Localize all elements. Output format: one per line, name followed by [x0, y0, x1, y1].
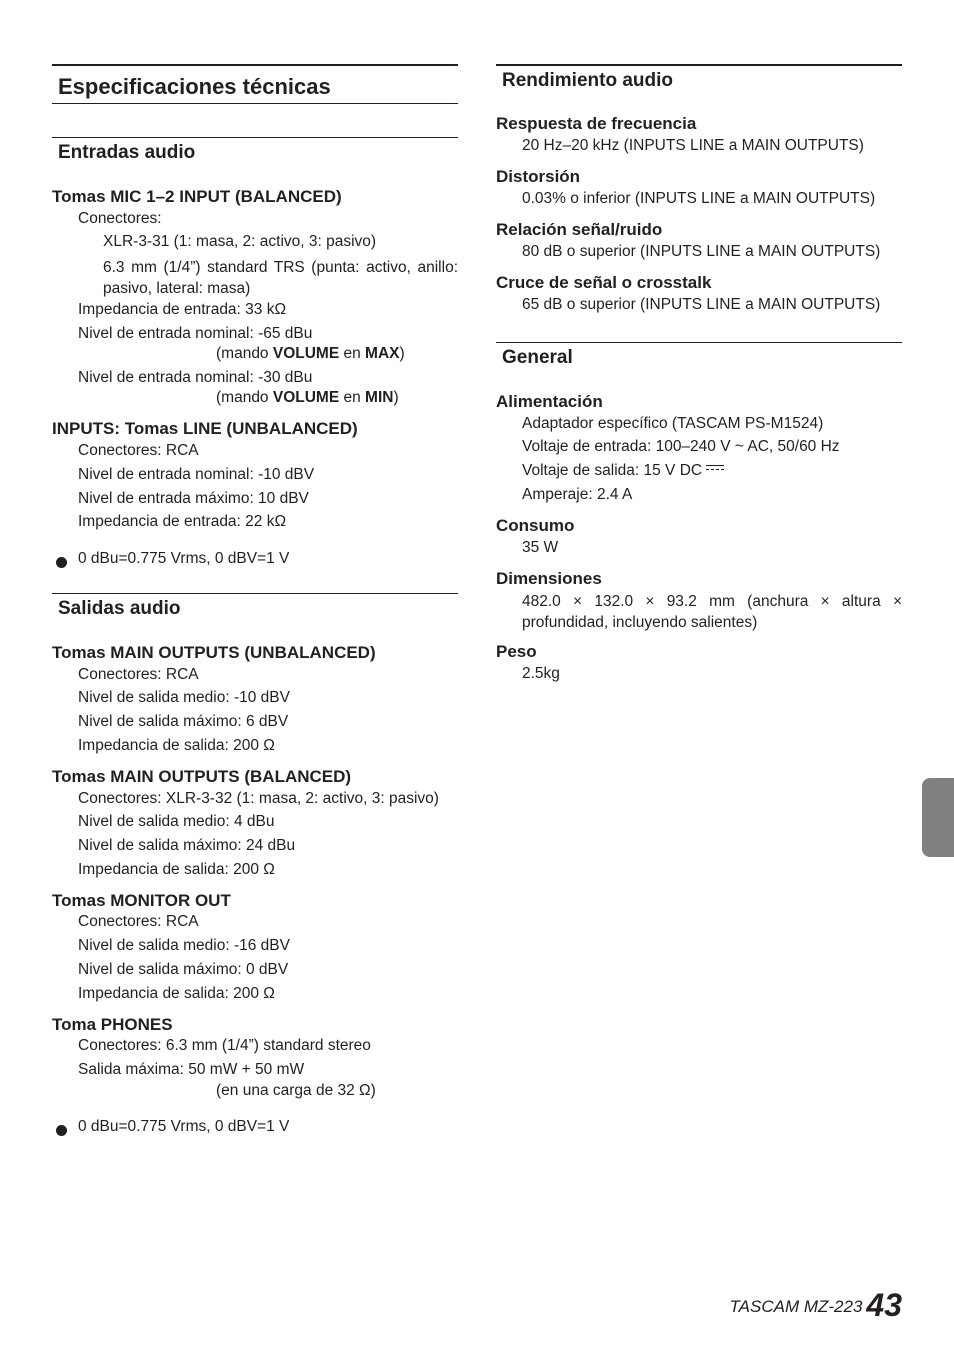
distortion-title: Distorsión	[496, 167, 581, 186]
spec-line: 0.03% o inferior (INPUTS LINE a MAIN OUTPUTS)	[522, 190, 876, 207]
mic-input-title: Tomas MIC 1–2 INPUT (BALANCED)	[52, 187, 342, 206]
spec-line: Nivel de entrada máximo: 10 dBV	[78, 490, 309, 507]
spec-line: Nivel de salida medio: 4 dBu	[78, 813, 275, 830]
unit-note: 0 dBu=0.775 Vrms, 0 dBV=1 V	[78, 1118, 290, 1135]
spec-line: Nivel de salida máximo: 24 dBu	[78, 837, 296, 854]
spec-line: Nivel de salida medio: -16 dBV	[78, 937, 290, 954]
spec-line: Conectores: RCA	[78, 666, 199, 683]
section-heading-performance: Rendimiento audio	[496, 64, 902, 66]
frequency-response-title: Respuesta de frecuencia	[496, 114, 697, 133]
bullet-icon	[56, 1125, 67, 1136]
spec-line: Amperaje: 2.4 A	[522, 486, 633, 503]
snr-title: Relación señal/ruido	[496, 220, 663, 239]
spec-line: Conectores: XLR-3-32 (1: masa, 2: activo, 3: pasivo)	[78, 790, 439, 807]
bullet-icon	[56, 557, 67, 568]
spec-line: Nivel de salida máximo: 0 dBV	[78, 961, 289, 978]
section-heading-outputs: Salidas audio	[52, 593, 458, 594]
spec-line: 80 dB o superior (INPUTS LINE a MAIN OUTPUTS)	[522, 243, 881, 260]
spec-note: (mando VOLUME en MIN)	[216, 389, 399, 406]
spec-line: Salida máxima: 50 mW + 50 mW	[78, 1061, 305, 1078]
spec-line: Impedancia de salida: 200 Ω	[78, 861, 275, 878]
consumption-title: Consumo	[496, 516, 575, 535]
phones-title: Toma PHONES	[52, 1015, 173, 1034]
spec-line: Impedancia de entrada: 33 kΩ	[78, 301, 287, 318]
spec-line: Conectores: 6.3 mm (1/4”) standard stereo	[78, 1037, 371, 1054]
spec-line: Nivel de salida medio: -10 dBV	[78, 689, 290, 706]
chapter-tab	[922, 778, 954, 857]
spec-line: 35 W	[522, 539, 559, 556]
main-balanced-title: Tomas MAIN OUTPUTS (BALANCED)	[52, 767, 352, 786]
spec-line: 482.0 × 132.0 × 93.2 mm (anchura × altura × profundidad, incluyendo salientes)	[522, 593, 902, 631]
unit-note: 0 dBu=0.775 Vrms, 0 dBV=1 V	[78, 550, 290, 567]
spec-line: Adaptador específico (TASCAM PS-M1524)	[522, 415, 824, 432]
spec-line: Impedancia de entrada: 22 kΩ	[78, 513, 287, 530]
spec-line: Impedancia de salida: 200 Ω	[78, 737, 275, 754]
spec-line: 65 dB o superior (INPUTS LINE a MAIN OUTPUTS)	[522, 296, 881, 313]
spec-line: Nivel de entrada nominal: -65 dBu	[78, 325, 313, 342]
dimensions-title: Dimensiones	[496, 569, 602, 588]
spec-line: Conectores: RCA	[78, 442, 199, 459]
spec-line: Voltaje de entrada: 100–240 V ~ AC, 50/60 Hz	[522, 438, 840, 455]
main-unbalanced-title: Tomas MAIN OUTPUTS (UNBALANCED)	[52, 643, 376, 662]
spec-note: (mando VOLUME en MAX)	[216, 345, 405, 362]
spec-line: Nivel de entrada nominal: -30 dBu	[78, 369, 313, 386]
monitor-out-title: Tomas MONITOR OUT	[52, 891, 231, 910]
spec-line: Voltaje de salida: 15 V DC	[522, 462, 724, 480]
line-input-title: INPUTS: Tomas LINE (UNBALANCED)	[52, 419, 358, 438]
weight-title: Peso	[496, 642, 537, 661]
spec-line: Nivel de salida máximo: 6 dBV	[78, 713, 289, 730]
footer-brand: TASCAM MZ-223	[729, 1297, 863, 1316]
spec-line: 20 Hz–20 kHz (INPUTS LINE a MAIN OUTPUTS)	[522, 137, 864, 154]
spec-line: 6.3 mm (1/4”) standard TRS (punta: activo, anillo: pasivo, lateral: masa)	[103, 259, 458, 297]
crosstalk-title: Cruce de señal o crosstalk	[496, 273, 712, 292]
page-title: Especificaciones técnicas	[52, 64, 458, 104]
spec-line: Nivel de entrada nominal: -10 dBV	[78, 466, 315, 483]
page-number: 43	[866, 1287, 902, 1323]
page-footer	[730, 1287, 902, 1324]
spec-line: 2.5kg	[522, 665, 560, 682]
spec-line: XLR-3-31 (1: masa, 2: activo, 3: pasivo)	[103, 233, 377, 250]
power-title: Alimentación	[496, 392, 603, 411]
spec-line: Conectores:	[78, 210, 162, 227]
spec-line: Conectores: RCA	[78, 913, 199, 930]
spec-note: (en una carga de 32 Ω)	[216, 1082, 376, 1099]
section-heading-general: General	[496, 342, 902, 343]
dc-symbol-icon	[706, 465, 724, 473]
spec-line: Impedancia de salida: 200 Ω	[78, 985, 275, 1002]
section-heading-inputs: Entradas audio	[52, 137, 458, 138]
